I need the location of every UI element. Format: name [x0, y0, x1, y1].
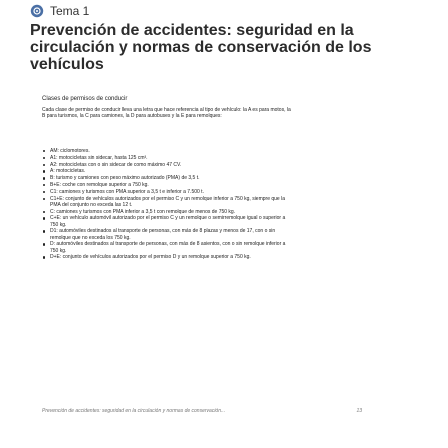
list-item: C1: camiones y turismos con PMA superior a 3,5 t e inferior a 7.500 t.: [42, 189, 292, 195]
page-footer: [42, 408, 362, 414]
section-intro: Cada clase de permiso de conducir lleva una letra que hace referencia al tipo de vehículo: la A es para motos, la B para turismos, la C para camiones, la D para autobuses y la E para remolques:: [42, 107, 291, 119]
permit-list: [42, 148, 292, 261]
list-item: AM: ciclomotores.: [42, 148, 292, 154]
list-item: A1: motocicletas sin sidecar, hasta 125 cm³.: [42, 155, 292, 161]
list-item: C+E: un vehículo automóvil autorizado por el permiso C y un remolque o semirremolque igual o superior a 750 kg.: [42, 215, 292, 227]
list-item: C: camiones y turismos con PMA inferior a 3,5 t con remolque de menos de 750 kg.: [42, 209, 292, 215]
topic-header: [30, 4, 89, 18]
gear-circle-icon: [30, 4, 44, 18]
list-item: B: turismo y camiones con peso máximo autorizado (PMA) de 3,5 t.: [42, 175, 292, 181]
list-item: D: automóviles destinados al transporte de personas, con más de 8 asientos, con o sin remolque inferior a 750 kg.: [42, 241, 292, 253]
list-item: B+E: coche con remolque superior a 750 kg.: [42, 182, 292, 188]
list-item: A2: motocicletas con o sin sidecar de como máximo 47 CV.: [42, 162, 292, 168]
list-item: D+E: conjunto de vehículos autorizados por el permiso D y un remolque superior a 750 kg.: [42, 254, 292, 260]
page-title: Prevención de accidentes: seguridad en la circulación y normas de conservación de los vehículos: [30, 22, 372, 73]
list-item: D1: automóviles destinados al transporte de personas, con más de 8 plazas y menos de 17, con o sin remolque que no exceda los 750 kg.: [42, 228, 292, 240]
list-item: A: motocicletas.: [42, 168, 292, 174]
page-number: 13: [356, 408, 362, 414]
list-item: C1+E: conjunto de vehículos autorizados por el permiso C y un remolque inferior a 750 kg, siempre que la PMA del conjunto no exceda las 12 t.: [42, 196, 292, 208]
section-title: Clases de permisos de conducir: [42, 96, 128, 102]
topic-label: Tema 1: [50, 4, 90, 18]
footer-text: Prevención de accidentes: seguridad en la circulación y normas de conservación...: [42, 408, 226, 414]
